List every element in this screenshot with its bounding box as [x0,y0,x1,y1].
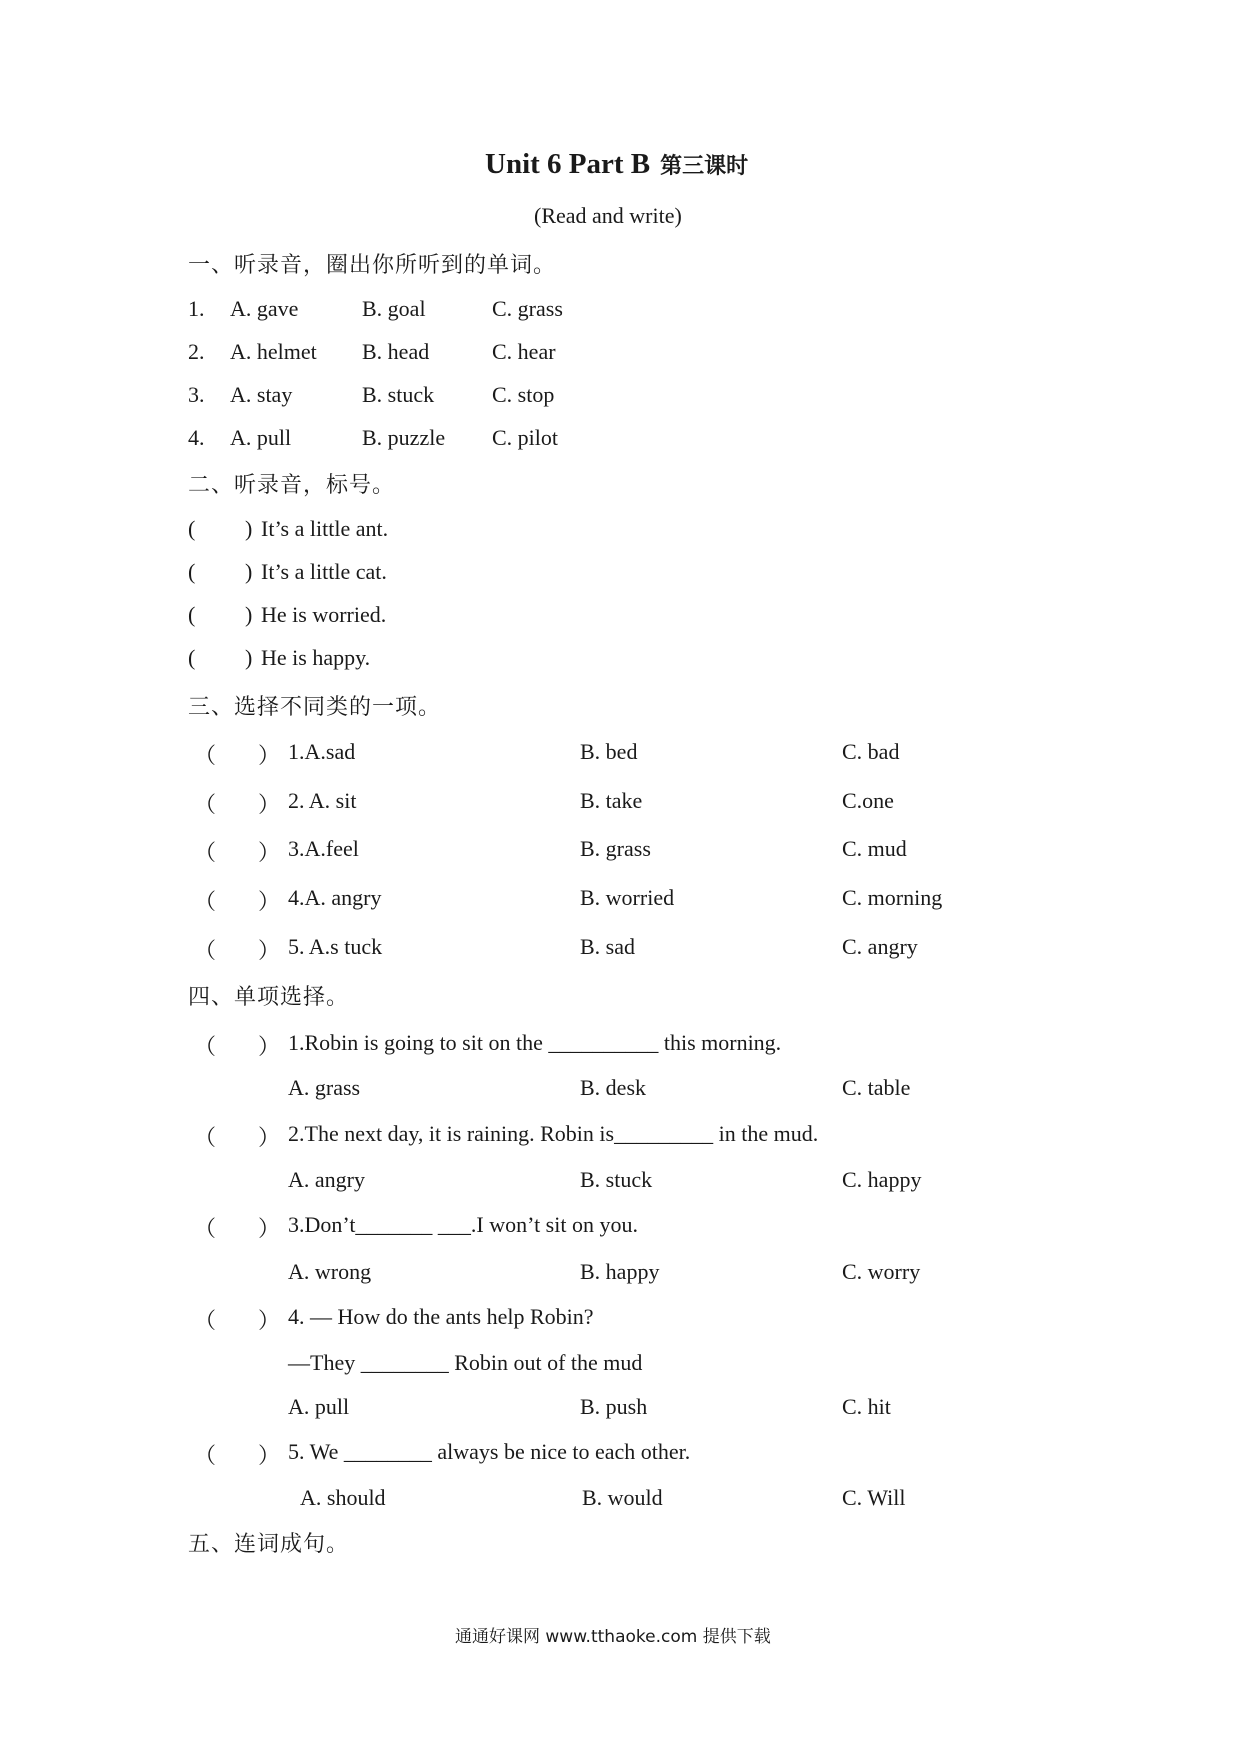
option-c: C. mud [842,836,907,861]
option-c: C. grass [492,296,563,321]
option-b: B. happy [580,1259,660,1284]
option-a: 2. A. sit [288,788,357,813]
option-b: B. would [582,1485,663,1510]
option-b: B. puzzle [362,425,446,450]
option-b: B. take [580,788,643,813]
option-a: A. wrong [288,1259,372,1284]
title-chinese: 第三课时 [660,154,749,179]
option-a: 3.A.feel [288,836,359,861]
option-c: C. angry [842,934,918,959]
option-a: A. stay [230,382,293,407]
option-b: B. push [580,1394,648,1419]
section3-heading: 三、选择不同类的一项。 [188,695,442,720]
option-c: C. worry [842,1259,921,1284]
answer-paren-open: ( [188,559,196,584]
answer-paren-close: ） [258,1034,281,1059]
option-a: A. helmet [230,339,317,364]
option-a: A. angry [288,1167,365,1192]
answer-paren-open: （ [194,1308,217,1333]
answer-paren-close: ） [258,889,281,914]
option-a: A. pull [288,1394,350,1419]
answer-paren-close: ） [258,1308,281,1333]
page-title [485,148,748,181]
answer-paren-close: ） [258,743,281,768]
answer-paren-close: ) [245,559,253,584]
answer-paren-close: ） [258,1216,281,1241]
option-c: C. hear [492,339,556,364]
option-c: C. Will [842,1485,906,1510]
option-b: B. goal [362,296,426,321]
option-a: A. grass [288,1075,361,1100]
answer-paren-close: ) [245,516,253,541]
answer-paren-close: ） [258,938,281,963]
answer-paren-close: ） [258,1443,281,1468]
answer-paren-close: ） [258,1125,281,1150]
answer-paren-close: ） [258,792,281,817]
item-text: It’s a little ant. [261,516,389,541]
answer-paren-open: （ [194,1034,217,1059]
page-subtitle: (Read and write) [534,203,682,228]
answer-paren-open: ( [188,602,196,627]
option-c: C. bad [842,739,900,764]
item-text: He is worried. [261,602,387,627]
option-b: B. stuck [362,382,435,407]
question-number: 1. [188,296,205,321]
option-c: C. happy [842,1167,922,1192]
answer-paren-open: ( [188,645,196,670]
page-footer: 通通好课网 www.tthaoke.com 提供下载 [455,1627,771,1647]
answer-paren-open: ( [188,516,196,541]
section4-heading: 四、单项选择。 [188,985,350,1010]
section5-heading: 五、连词成句。 [188,1532,350,1557]
option-a: A. gave [230,296,299,321]
question-text: 5. We ________ always be nice to each other. [288,1439,691,1464]
option-b: B. bed [580,739,638,764]
question-text-line2: —They ________ Robin out of the mud [288,1350,643,1375]
question-number: 3. [188,382,205,407]
option-a: 5. A.s tuck [288,934,383,959]
question-number: 2. [188,339,205,364]
question-text: 2.The next day, it is raining. Robin is_________ in the mud. [288,1121,819,1146]
answer-paren-open: （ [194,1125,217,1150]
option-c: C. stop [492,382,555,407]
option-a: 1.A.sad [288,739,356,764]
option-a: A. should [300,1485,386,1510]
answer-paren-open: （ [194,792,217,817]
item-text: It’s a little cat. [261,559,387,584]
answer-paren-open: （ [194,1443,217,1468]
answer-paren-open: （ [194,1216,217,1241]
answer-paren-close: ) [245,645,253,670]
option-b: B. worried [580,885,675,910]
option-b: B. grass [580,836,651,861]
option-c: C. table [842,1075,911,1100]
question-text: 3.Don’t_______ ___.I won’t sit on you. [288,1212,638,1237]
option-a: 4.A. angry [288,885,382,910]
item-text: He is happy. [261,645,371,670]
question-text: 4. — How do the ants help Robin? [288,1304,594,1329]
answer-paren-close: ) [245,602,253,627]
title-english: Unit 6 Part B [485,148,651,180]
answer-paren-open: （ [194,889,217,914]
question-text: 1.Robin is going to sit on the __________ this morning. [288,1030,782,1055]
option-c: C. pilot [492,425,559,450]
option-b: B. head [362,339,430,364]
option-a: A. pull [230,425,292,450]
option-b: B. desk [580,1075,646,1100]
question-number: 4. [188,425,205,450]
option-c: C. morning [842,885,943,910]
option-c: C. hit [842,1394,891,1419]
option-c: C.one [842,788,894,813]
section1-heading: 一、听录音，圈出你所听到的单词。 [188,253,557,278]
answer-paren-open: （ [194,840,217,865]
answer-paren-open: （ [194,938,217,963]
section2-heading: 二、听录音，标号。 [188,473,396,498]
option-b: B. sad [580,934,635,959]
answer-paren-open: （ [194,743,217,768]
option-b: B. stuck [580,1167,653,1192]
answer-paren-close: ） [258,840,281,865]
